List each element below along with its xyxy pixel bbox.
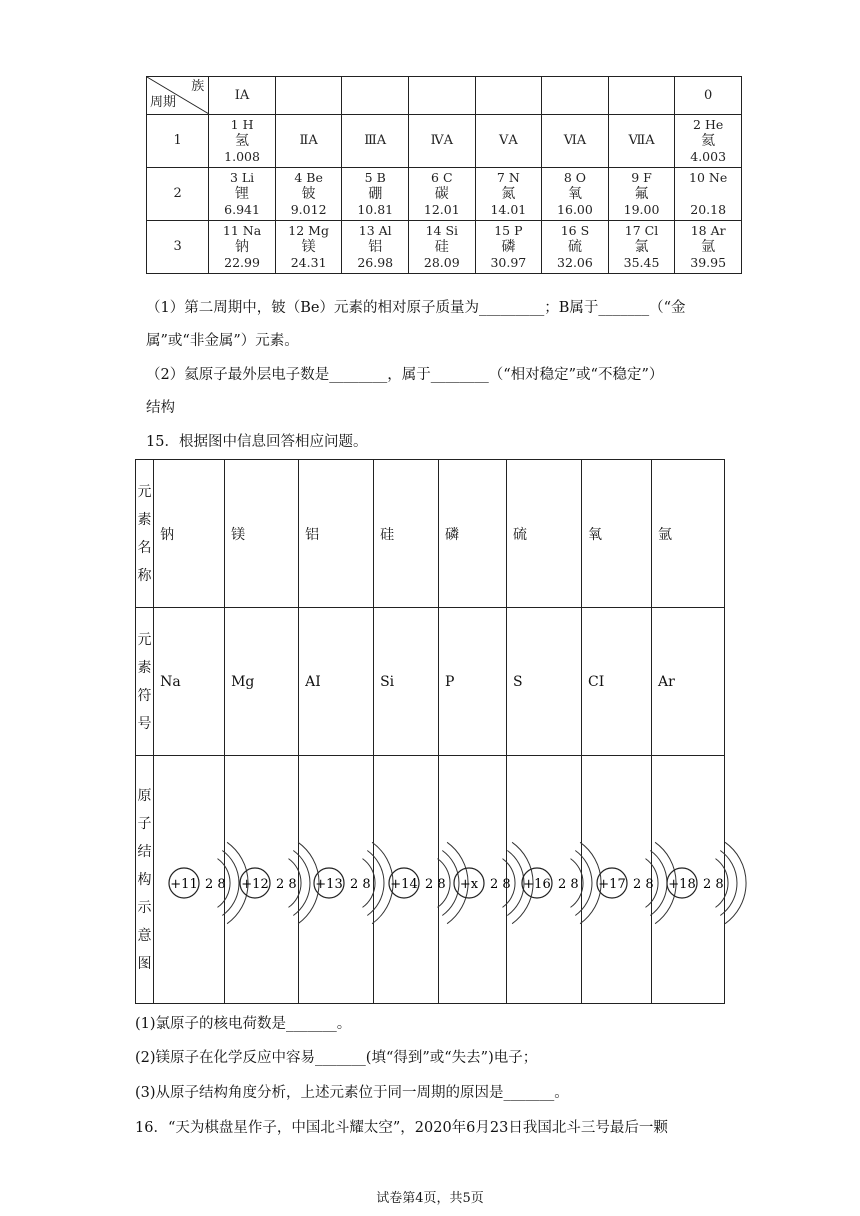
- group-label: 族: [191, 79, 205, 94]
- group-label-cell: ⅢA: [342, 115, 409, 168]
- element-chinese-name: 氩: [701, 239, 716, 255]
- element-name: 钠: [154, 460, 225, 608]
- atom-diagram: [225, 756, 297, 1003]
- periodic-table: [146, 76, 742, 274]
- nucleus-charge: +16: [523, 877, 551, 892]
- element-cell: [409, 168, 476, 221]
- nucleus-charge: +x: [459, 877, 479, 892]
- nucleus-charge: +14: [390, 877, 418, 892]
- atomic-structure-cell: [652, 756, 725, 1004]
- element-atomic-mass: 4.003: [690, 149, 727, 164]
- element-number-symbol: 2 He: [693, 117, 724, 132]
- atom-diagram: [652, 756, 723, 1003]
- period-number: 3: [147, 221, 209, 274]
- atomic-structure-cell: [507, 756, 582, 1004]
- element-chinese-name: 碳: [434, 186, 449, 202]
- element-number-symbol: 6 C: [431, 170, 453, 185]
- atom-diagram: [507, 756, 580, 1003]
- row-label-char: 图: [137, 955, 152, 972]
- group-header: [475, 77, 542, 115]
- element-cell: [409, 221, 476, 274]
- element-cell: [209, 221, 276, 274]
- element-number-symbol: 16 S: [560, 223, 590, 238]
- row-label-char: 元: [137, 483, 152, 500]
- element-number-symbol: 1 H: [230, 117, 254, 132]
- element-name: 氧: [582, 460, 652, 608]
- element-chinese-name: 氮: [501, 186, 516, 202]
- q15-sub1: (1)氯原子的核电荷数是_______。: [135, 1016, 352, 1032]
- atom-diagram: [299, 756, 372, 1003]
- element-cell: [608, 221, 675, 274]
- row-label-char: 号: [137, 715, 152, 732]
- element-atomic-mass: 22.99: [224, 255, 260, 270]
- q15-intro: 15．根据图中信息回答相应问题。: [146, 434, 368, 450]
- element-atomic-mass: 1.008: [224, 149, 260, 164]
- shell-electrons: 2 8: [425, 877, 446, 892]
- period-number: 1: [147, 115, 209, 168]
- period-row: [147, 168, 742, 221]
- element-cell: [275, 168, 342, 221]
- group-label-cell: ⅥA: [542, 115, 609, 168]
- shell-electrons: 2 8: [350, 877, 371, 892]
- element-cell: [275, 221, 342, 274]
- element-cell: [542, 168, 609, 221]
- period-number: 2: [147, 168, 209, 221]
- element-number-symbol: 11 Na: [222, 223, 262, 238]
- nucleus-charge: +11: [170, 877, 198, 892]
- element-number-symbol: 13 Al: [358, 223, 392, 238]
- element-number-symbol: 15 P: [494, 223, 523, 238]
- periodic-table-header-row: [147, 77, 742, 115]
- element-atomic-mass: 20.18: [690, 202, 727, 217]
- page-footer: 试卷第4页，共5页: [376, 1191, 484, 1206]
- element-name: 硫: [507, 460, 582, 608]
- group-header: [608, 77, 675, 115]
- element-atomic-mass: 10.81: [357, 202, 394, 217]
- element-cell: [475, 221, 542, 274]
- group-header: [542, 77, 609, 115]
- element-number-symbol: 7 N: [496, 170, 520, 185]
- element-number-symbol: 8 O: [563, 170, 587, 185]
- group-label-cell: ⅦA: [608, 115, 675, 168]
- q15-sub3: (3)从原子结构角度分析，上述元素位于同一周期的原因是_______。: [135, 1085, 569, 1101]
- element-chinese-name: 氦: [701, 133, 716, 149]
- element-number-symbol: 12 Mg: [288, 223, 329, 238]
- q14-part2-line1: （2）氦原子最外层电子数是________，属于________（“相对稳定”或“不稳定”）: [146, 367, 664, 383]
- element-number-symbol: 9 F: [631, 170, 652, 185]
- element-info-table: [135, 459, 725, 1004]
- element-atomic-mass: 30.97: [490, 255, 527, 270]
- element-chinese-name: 氟: [634, 186, 649, 202]
- element-symbol: CI: [582, 608, 652, 756]
- element-cell: [342, 221, 409, 274]
- element-number-symbol: 4 Be: [294, 170, 323, 185]
- element-cell: [675, 115, 742, 168]
- q14-part1-line2: 属”或“非金属”）元素。: [146, 333, 299, 349]
- row-label-atomic-structure: [136, 756, 154, 1004]
- element-atomic-mass: 24.31: [290, 255, 327, 270]
- shell-electrons: 2 8: [633, 877, 654, 892]
- nucleus-charge: +12: [241, 877, 269, 892]
- q14-part1-line1: （1）第二周期中，铍（Be）元素的相对原子质量为_________；B属于_______（“金: [146, 300, 686, 316]
- q14-part2-line2: 结构: [146, 400, 175, 416]
- element-cell: [342, 168, 409, 221]
- shell-electrons: 2 8: [558, 877, 579, 892]
- row-label-element-name: [136, 460, 154, 608]
- shell-electrons: 2 8: [205, 877, 226, 892]
- group-header: [409, 77, 476, 115]
- element-atomic-mass: 35.45: [623, 255, 660, 270]
- q16-line1: 16．“天为棋盘星作子，中国北斗耀太空”，2020年6月23日我国北斗三号最后一颗: [135, 1120, 668, 1136]
- element-chinese-name: [675, 186, 741, 202]
- element-atomic-mass: 26.98: [357, 255, 394, 270]
- element-chinese-name: 硅: [434, 239, 449, 255]
- element-symbol: Mg: [225, 608, 299, 756]
- element-chinese-name: 氯: [634, 239, 649, 255]
- atom-diagram: [439, 756, 511, 1003]
- group-period-corner-cell: [147, 77, 209, 115]
- group-header: ⅠA: [209, 77, 276, 115]
- element-cell: [209, 115, 276, 168]
- atom-diagram: [582, 756, 654, 1003]
- element-symbol: Na: [154, 608, 225, 756]
- atomic-structure-cell: [439, 756, 511, 1004]
- element-symbol: S: [507, 608, 582, 756]
- element-chinese-name: 钠: [235, 239, 250, 255]
- element-cell: [209, 168, 276, 221]
- shell-electrons: 2 8: [490, 877, 511, 892]
- nucleus-charge: +13: [315, 877, 343, 892]
- row-label-char: 子: [137, 815, 152, 832]
- element-name: 镁: [225, 460, 299, 608]
- element-name: 氩: [652, 460, 725, 608]
- element-cell: [608, 168, 675, 221]
- element-cell: [675, 168, 742, 221]
- element-chinese-name: 镁: [301, 239, 316, 255]
- element-name-row: [136, 460, 725, 608]
- element-number-symbol: 3 Li: [229, 170, 255, 185]
- element-symbol: AI: [299, 608, 374, 756]
- group-label-cell: ⅤA: [475, 115, 542, 168]
- atom-diagram: [374, 756, 446, 1003]
- element-chinese-name: 铝: [368, 239, 383, 255]
- row-label-element-symbol: [136, 608, 154, 756]
- element-name: 硅: [374, 460, 439, 608]
- row-label-char: 符: [137, 687, 152, 704]
- atomic-structure-cell: [299, 756, 374, 1004]
- atomic-structure-cell: [225, 756, 299, 1004]
- element-symbol: Si: [374, 608, 439, 756]
- period-label: 周期: [150, 95, 177, 110]
- period-row: [147, 221, 742, 274]
- element-chinese-name: 磷: [501, 239, 516, 255]
- shell-electrons: 2 8: [276, 877, 297, 892]
- row-label-char: 原: [137, 787, 152, 804]
- element-cell: [475, 168, 542, 221]
- row-label-char: 名: [137, 539, 152, 556]
- atomic-structure-cell: [582, 756, 652, 1004]
- element-chinese-name: 铍: [301, 186, 316, 202]
- element-atomic-mass: 6.941: [224, 202, 260, 217]
- element-atomic-mass: 12.01: [423, 202, 460, 217]
- element-atomic-mass: 39.95: [690, 255, 727, 270]
- row-label-char: 结: [137, 843, 152, 860]
- nucleus-charge: +17: [598, 877, 626, 892]
- row-label-char: 元: [137, 631, 152, 648]
- element-chinese-name: 锂: [235, 186, 250, 202]
- element-symbol: P: [439, 608, 507, 756]
- nucleus-charge: +18: [668, 877, 696, 892]
- element-name: 磷: [439, 460, 507, 608]
- period-row: [147, 115, 742, 168]
- element-atomic-mass: 14.01: [490, 202, 527, 217]
- row-label-char: 素: [137, 511, 152, 528]
- row-label-char: 称: [137, 567, 152, 584]
- group-header: [342, 77, 409, 115]
- element-cell: [542, 221, 609, 274]
- row-label-char: 示: [137, 899, 152, 916]
- element-chinese-name: 氧: [567, 186, 582, 202]
- element-number-symbol: 5 B: [364, 170, 386, 185]
- element-atomic-mass: 32.06: [557, 255, 593, 270]
- element-chinese-name: 硼: [368, 186, 383, 202]
- atomic-structure-cell: [154, 756, 225, 1004]
- shell-electrons: 2 8: [703, 877, 724, 892]
- element-number-symbol: 18 Ar: [690, 223, 726, 238]
- element-name: 铝: [299, 460, 374, 608]
- group-header: [275, 77, 342, 115]
- element-number-symbol: 10 Ne: [689, 170, 728, 185]
- row-label-char: 意: [137, 927, 152, 944]
- element-number-symbol: 14 Si: [425, 223, 459, 238]
- atomic-structure-cell: [374, 756, 446, 1004]
- element-cell: [675, 221, 742, 274]
- element-symbol-row: [136, 608, 725, 756]
- atomic-structure-row: [136, 756, 725, 1004]
- row-label-char: 素: [137, 659, 152, 676]
- element-atomic-mass: 28.09: [423, 255, 460, 270]
- group-label-cell: ⅣA: [409, 115, 476, 168]
- group-label-cell: ⅡA: [275, 115, 342, 168]
- element-symbol: Ar: [652, 608, 725, 756]
- element-atomic-mass: 9.012: [290, 202, 327, 217]
- atom-diagram: [154, 756, 226, 1003]
- element-chinese-name: 硫: [567, 239, 582, 255]
- element-chinese-name: 氢: [235, 133, 250, 149]
- element-number-symbol: 17 Cl: [624, 223, 659, 238]
- element-atomic-mass: 16.00: [557, 202, 593, 217]
- row-label-char: 构: [137, 871, 152, 888]
- element-atomic-mass: 19.00: [623, 202, 660, 217]
- group-header: 0: [675, 77, 742, 115]
- q15-sub2: (2)镁原子在化学反应中容易_______(填“得到”或“失去”)电子；: [135, 1050, 538, 1066]
